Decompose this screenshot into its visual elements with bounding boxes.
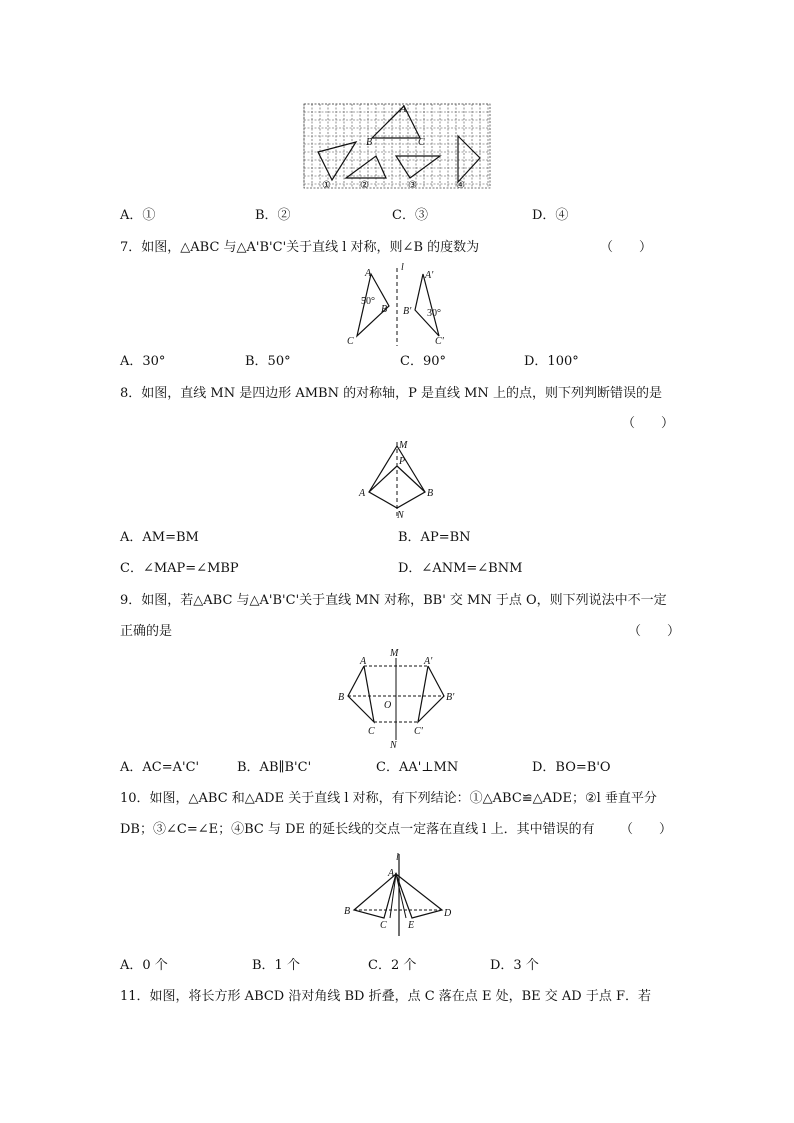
triangle-a2b2c2: [415, 274, 439, 336]
q8-paren: （ ）: [622, 416, 675, 431]
q7-option-a: A．30°: [120, 354, 166, 369]
marker-2: ②: [360, 180, 369, 191]
q7-stem: 7．如图，△ABC 与△A'B'C'关于直线 l 对称，则∠B 的度数为: [120, 240, 480, 255]
q8-option-a: A．AM=BM: [120, 530, 199, 545]
q9-stem-line2: 正确的是: [120, 624, 173, 639]
label-a: A: [388, 868, 395, 879]
label-a: A: [365, 268, 372, 279]
marker-3: ③: [408, 180, 417, 191]
label-a: A: [360, 656, 367, 667]
q9-option-c: C．AA'⊥MN: [376, 760, 459, 775]
label-a: A: [400, 104, 407, 115]
label-b: B: [344, 906, 351, 917]
label-b: B: [427, 488, 434, 499]
triangle-a2b2c2: [418, 666, 444, 722]
angle-30: 30°: [427, 308, 441, 319]
q9-figure: [334, 644, 464, 748]
label-b: B: [338, 692, 345, 703]
q8-option-c: C．∠MAP=∠MBP: [120, 561, 239, 576]
q6-option-c: C．③: [392, 208, 428, 223]
label-a-prime: A': [425, 270, 434, 281]
triangle-abc: [354, 874, 396, 918]
label-e: E: [408, 920, 415, 931]
grid-lines: [304, 104, 490, 188]
label-b: B: [381, 304, 388, 315]
q7-option-c: C．90°: [400, 354, 446, 369]
label-a: A: [359, 488, 366, 499]
q7-paren: （ ）: [600, 240, 653, 255]
q9-stem-line1: 9．如图，若△ABC 与△A'B'C'关于直线 MN 对称，BB' 交 MN 于点 O，则下列说法中不一定: [120, 593, 667, 608]
label-o: O: [384, 700, 392, 711]
q7-option-b: B．50°: [245, 354, 291, 369]
label-n: N: [397, 510, 404, 521]
q7-option-d: D．100°: [524, 354, 579, 369]
q10-option-d: D．3 个: [490, 958, 539, 973]
label-p: P: [399, 456, 406, 467]
q8-figure: [355, 438, 439, 522]
q10-option-c: C．2 个: [368, 958, 417, 973]
label-c: C: [380, 920, 387, 931]
q10-option-b: B．1 个: [252, 958, 300, 973]
label-b-prime: B': [403, 306, 412, 317]
q10-paren: （ ）: [620, 822, 673, 837]
label-d: D: [444, 908, 452, 919]
marker-1: ①: [322, 180, 331, 191]
triangle-abc: [348, 666, 374, 722]
label-c-prime: C': [414, 726, 423, 737]
q8-option-b: B．AP=BN: [398, 530, 471, 545]
label-a-prime: A': [424, 656, 433, 667]
q10-stem-line1: 10．如图，△ABC 和△ADE 关于直线 l 对称，有下列结论：①△ABC≌△ADE；②l 垂直平分: [120, 791, 657, 806]
label-c: C: [368, 726, 375, 737]
angle-50: 50°: [361, 296, 375, 307]
label-b-prime: B': [446, 692, 455, 703]
label-m: M: [390, 648, 399, 659]
label-c: C: [347, 336, 354, 347]
triangle-abc: [372, 106, 420, 138]
q6-option-d: D．④: [532, 208, 569, 223]
q11-stem: 11．如图，将长方形 ABCD 沿对角线 BD 折叠，点 C 落在点 E 处，BE 交 AD 于点 F．若: [120, 989, 651, 1004]
candidate-3-shape: [396, 156, 440, 178]
q9-option-a: A．AC=A'C': [120, 760, 200, 775]
q9-option-b: B．AB∥B'C': [237, 760, 312, 775]
q6-option-a: A．①: [120, 208, 156, 223]
q9-paren: （ ）: [628, 624, 681, 639]
label-n: N: [390, 740, 397, 748]
q8-stem: 8．如图，直线 MN 是四边形 AMBN 的对称轴，P 是直线 MN 上的点，则下列判断错误的是: [120, 386, 662, 401]
q6-option-b: B．②: [255, 208, 291, 223]
triangle-ade: [396, 874, 442, 918]
label-l: l: [401, 262, 404, 273]
label-b: B: [366, 137, 373, 148]
q10-stem-line2: DB；③∠C=∠E；④BC 与 DE 的延长线的交点一定落在直线 l 上．其中错误的有: [120, 822, 595, 837]
label-m: M: [399, 440, 408, 451]
label-c: C: [418, 137, 425, 148]
q8-option-d: D．∠ANM=∠BNM: [398, 561, 523, 576]
label-c-prime: C': [435, 336, 444, 347]
marker-4: ④: [456, 180, 465, 191]
q6-grid-figure: [300, 100, 496, 192]
q7-figure: [335, 260, 455, 348]
candidate-4-shape: [458, 136, 480, 182]
label-l: l: [396, 852, 399, 863]
q10-option-a: A．0 个: [120, 958, 168, 973]
q9-option-d: D．BO=B'O: [532, 760, 611, 775]
q10-figure: [338, 848, 460, 938]
